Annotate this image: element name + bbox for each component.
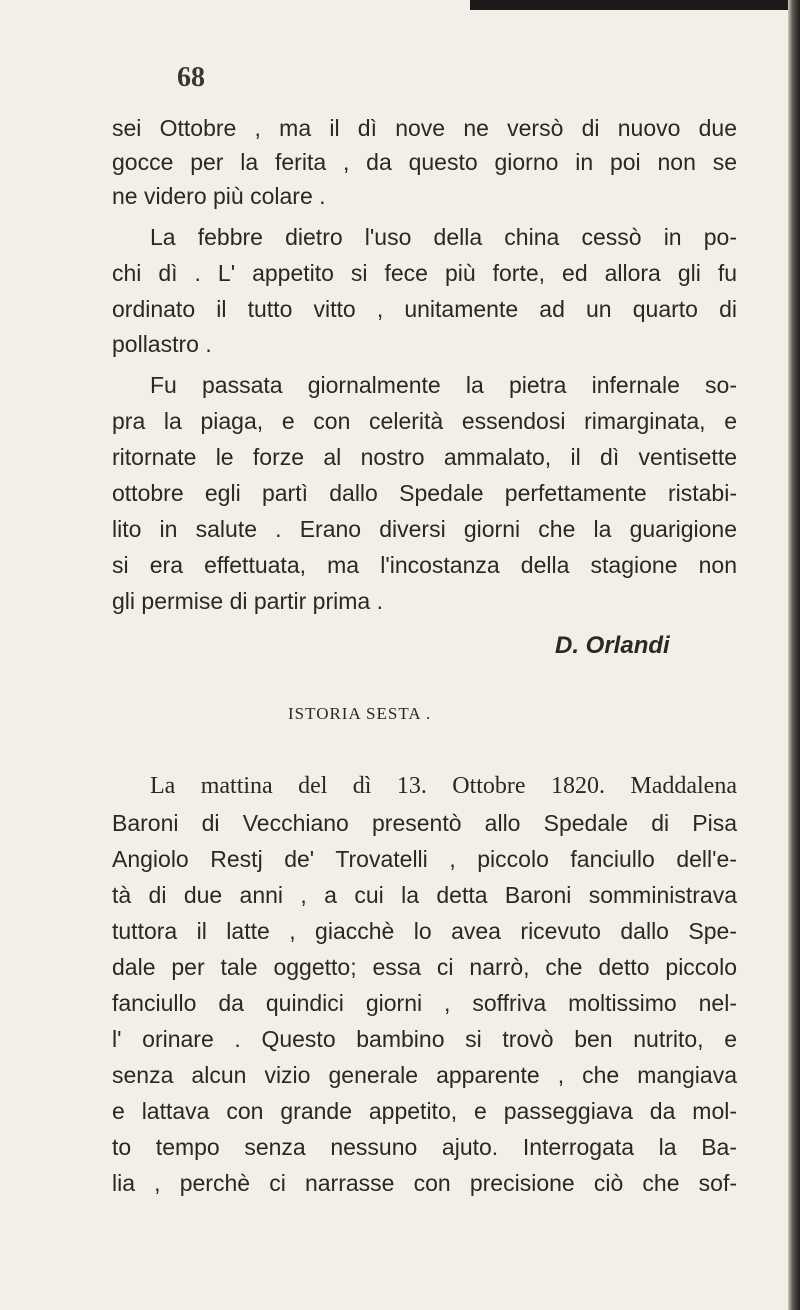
text-line: to tempo senza nessuno ajuto. Interrogata la Ba- <box>112 1134 737 1160</box>
section-heading: ISTORIA SESTA . <box>288 704 432 723</box>
text-line: lito in salute . Erano diversi giorni che la guarigione <box>112 516 737 542</box>
text-line: gli permise di partir prima . <box>112 588 383 614</box>
text-line: pra la piaga, e con celerità essendosi rimarginata, e <box>112 408 737 434</box>
text-line: La febbre dietro l'uso della china cessò in po- <box>150 224 737 250</box>
text-line: dale per tale oggetto; essa ci narrò, che detto piccolo <box>112 954 737 980</box>
text-line: Angiolo Restj de' Trovatelli , piccolo fanciullo dell'e- <box>112 846 737 872</box>
text-line: Fu passata giornalmente la pietra infernale so- <box>150 372 737 398</box>
page-edge-shadow <box>788 0 800 1310</box>
author-signature: D. Orlandi <box>555 632 670 659</box>
text-line: senza alcun vizio generale apparente , che mangiava <box>112 1062 737 1088</box>
text-line: sei Ottobre , ma il dì nove ne versò di nuovo due <box>112 115 737 141</box>
text-line: l' orinare . Questo bambino si trovò ben nutrito, e <box>112 1026 737 1052</box>
top-rule <box>470 0 800 10</box>
text-line: gocce per la ferita , da questo giorno in poi non se <box>112 149 737 175</box>
text-line: lia , perchè ci narrasse con precisione ciò che sof- <box>112 1170 737 1196</box>
text-line: e lattava con grande appetito, e passeggiava da mol- <box>112 1098 737 1124</box>
text-line: tuttora il latte , giacchè lo avea ricevuto dallo Spe- <box>112 918 737 944</box>
text-line: fanciullo da quindici giorni , soffriva moltissimo nel- <box>112 990 737 1016</box>
text-line: ne videro più colare . <box>112 183 326 209</box>
text-line: ottobre egli partì dallo Spedale perfettamente ristabi- <box>112 480 737 506</box>
text-line: ritornate le forze al nostro ammalato, il dì ventisette <box>112 444 737 470</box>
text-line: tà di due anni , a cui la detta Baroni somministrava <box>112 882 737 908</box>
page-number: 68 <box>177 62 205 93</box>
text-line: chi dì . L' appetito si fece più forte, ed allora gli fu <box>112 260 737 286</box>
text-line: si era effettuata, ma l'incostanza della stagione non <box>112 552 737 578</box>
text-line: La mattina del dì 13. Ottobre 1820. Maddalena <box>150 773 737 799</box>
text-line: pollastro . <box>112 331 212 357</box>
text-line: ordinato il tutto vitto , unitamente ad un quarto di <box>112 296 737 322</box>
text-line: Baroni di Vecchiano presentò allo Spedale di Pisa <box>112 810 737 836</box>
